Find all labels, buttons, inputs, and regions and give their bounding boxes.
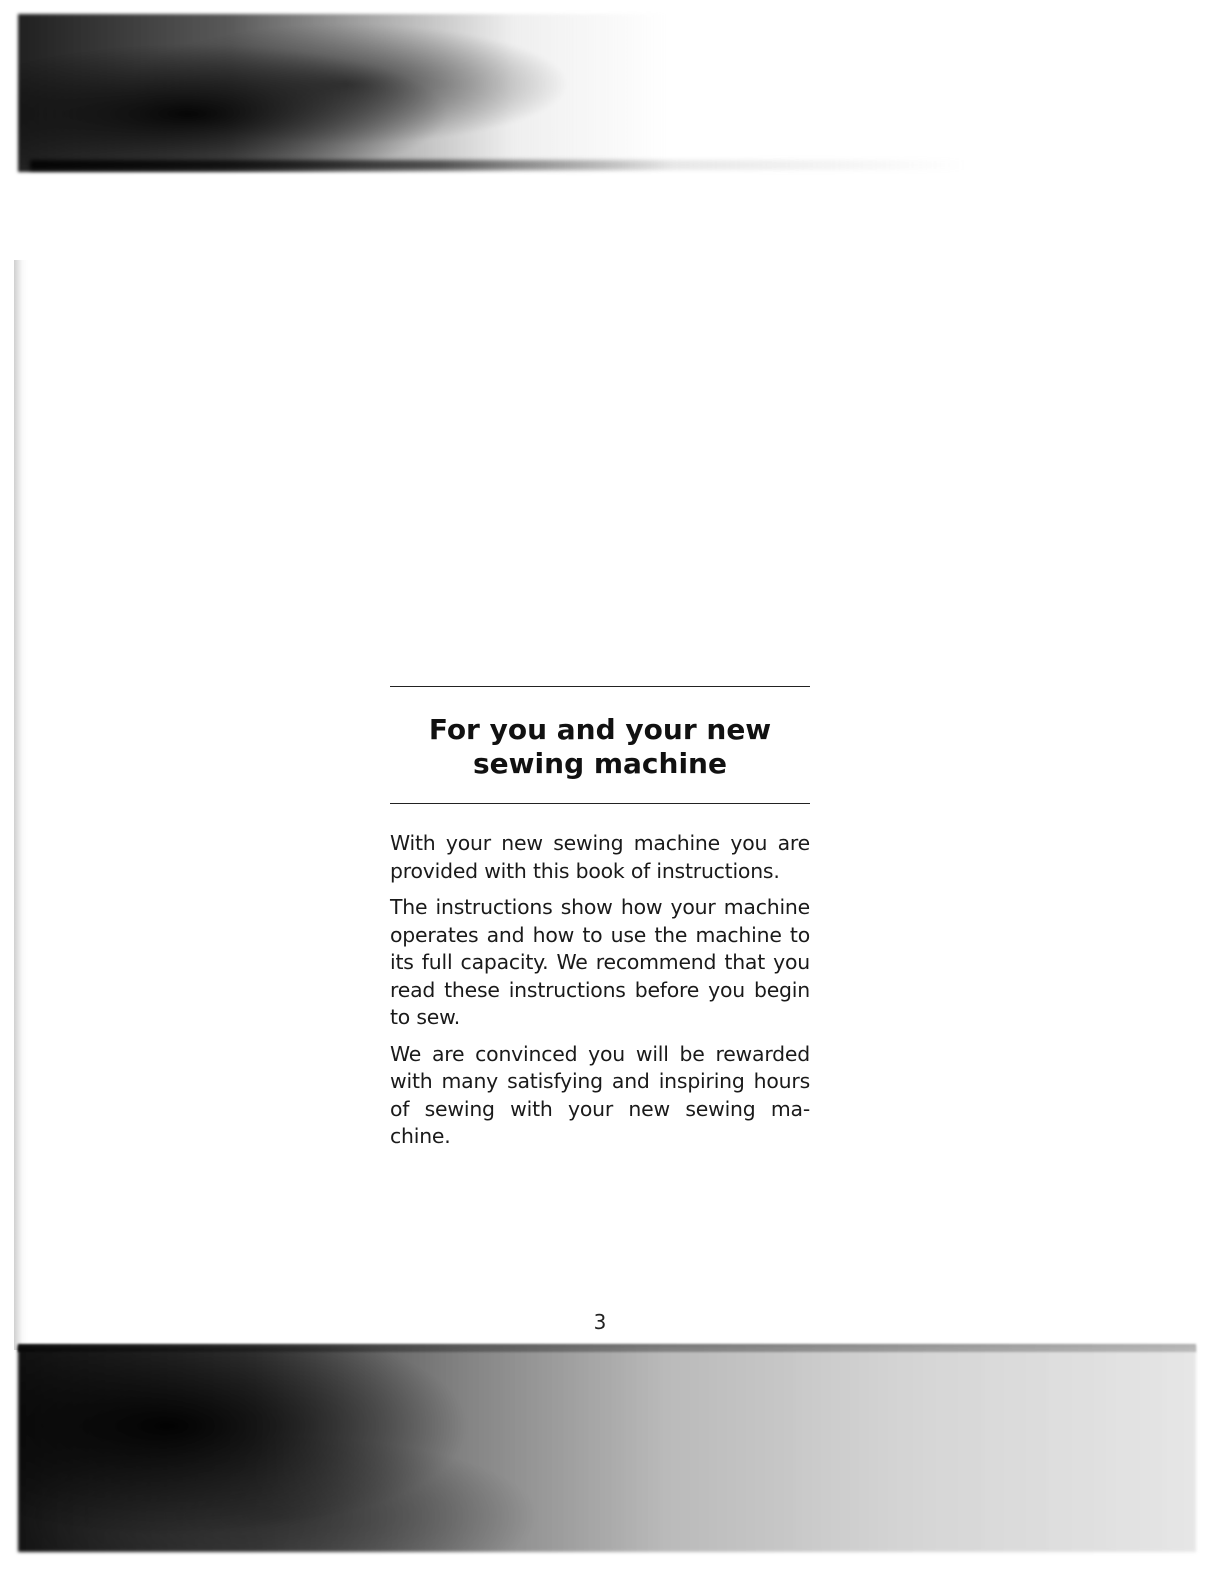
paragraph-3: We are convinced you will be rewarded with many satisfying and inspiring hours of sewing with your new sewing ma-chine. xyxy=(390,1041,810,1148)
intro-section xyxy=(390,686,810,1160)
paragraph-1: With your new sewing machine you are provided with this book of instructions. xyxy=(390,831,810,883)
page-title-line-2: sewing machine xyxy=(473,747,727,780)
scan-binding-edge xyxy=(14,260,28,1350)
page-title xyxy=(390,713,810,781)
scan-shadow-top xyxy=(18,14,1198,172)
paragraph-2: The instructions show how your machine operates and how to use the machine to its full capacity. We recommend that you read these instructions before you begin to sew. xyxy=(390,895,810,1029)
scan-shadow-top-edge xyxy=(30,160,1200,170)
page-title-line-1: For you and your new xyxy=(428,713,772,746)
top-divider xyxy=(390,686,810,687)
scan-shadow-bottom xyxy=(18,1346,1196,1552)
body-text xyxy=(390,830,810,1151)
page-number: 3 xyxy=(593,1310,607,1334)
bottom-divider xyxy=(390,803,810,804)
